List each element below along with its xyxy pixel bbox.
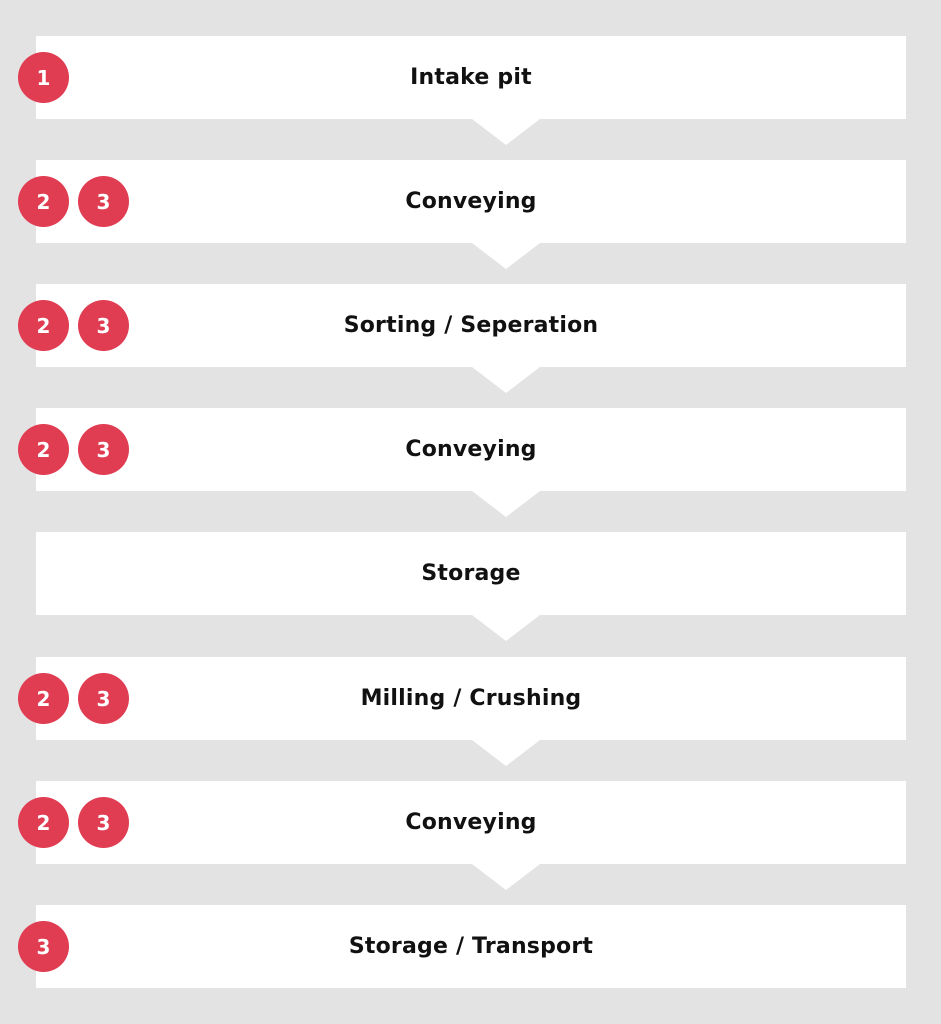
step-label: Storage / Transport xyxy=(348,934,594,959)
number-badge: 2 xyxy=(18,424,69,475)
step-intake-pit xyxy=(36,36,906,119)
number-badge: 3 xyxy=(78,797,129,848)
step-label: Sorting / Seperation xyxy=(343,313,599,338)
step-storage xyxy=(36,532,906,615)
step-badges xyxy=(18,176,129,227)
number-badge: 2 xyxy=(18,797,69,848)
arrow-down-icon xyxy=(472,491,540,517)
number-badge: 3 xyxy=(78,673,129,724)
arrow-down-icon xyxy=(472,367,540,393)
arrow-down-icon xyxy=(472,119,540,145)
step-conveying-1 xyxy=(36,160,906,243)
step-badges xyxy=(18,424,129,475)
step-label: Milling / Crushing xyxy=(360,686,582,711)
number-badge: 1 xyxy=(18,52,69,103)
step-label: Intake pit xyxy=(410,65,532,90)
arrow-down-icon xyxy=(472,243,540,269)
step-label: Storage xyxy=(421,561,521,586)
step-label: Conveying xyxy=(405,437,537,462)
step-label: Conveying xyxy=(405,189,537,214)
step-label: Conveying xyxy=(405,810,537,835)
step-badges xyxy=(18,797,129,848)
number-badge: 2 xyxy=(18,300,69,351)
arrow-down-icon xyxy=(472,864,540,890)
step-milling-crushing xyxy=(36,657,906,740)
step-badges xyxy=(18,52,69,103)
step-conveying-3 xyxy=(36,781,906,864)
step-badges xyxy=(18,673,129,724)
number-badge: 3 xyxy=(78,424,129,475)
number-badge: 3 xyxy=(18,921,69,972)
step-sorting-separation xyxy=(36,284,906,367)
arrow-down-icon xyxy=(472,740,540,766)
arrow-down-icon xyxy=(472,615,540,641)
step-conveying-2 xyxy=(36,408,906,491)
number-badge: 3 xyxy=(78,176,129,227)
number-badge: 2 xyxy=(18,673,69,724)
number-badge: 2 xyxy=(18,176,69,227)
step-storage-transport xyxy=(36,905,906,988)
step-badges xyxy=(18,921,69,972)
step-badges xyxy=(18,300,129,351)
number-badge: 3 xyxy=(78,300,129,351)
